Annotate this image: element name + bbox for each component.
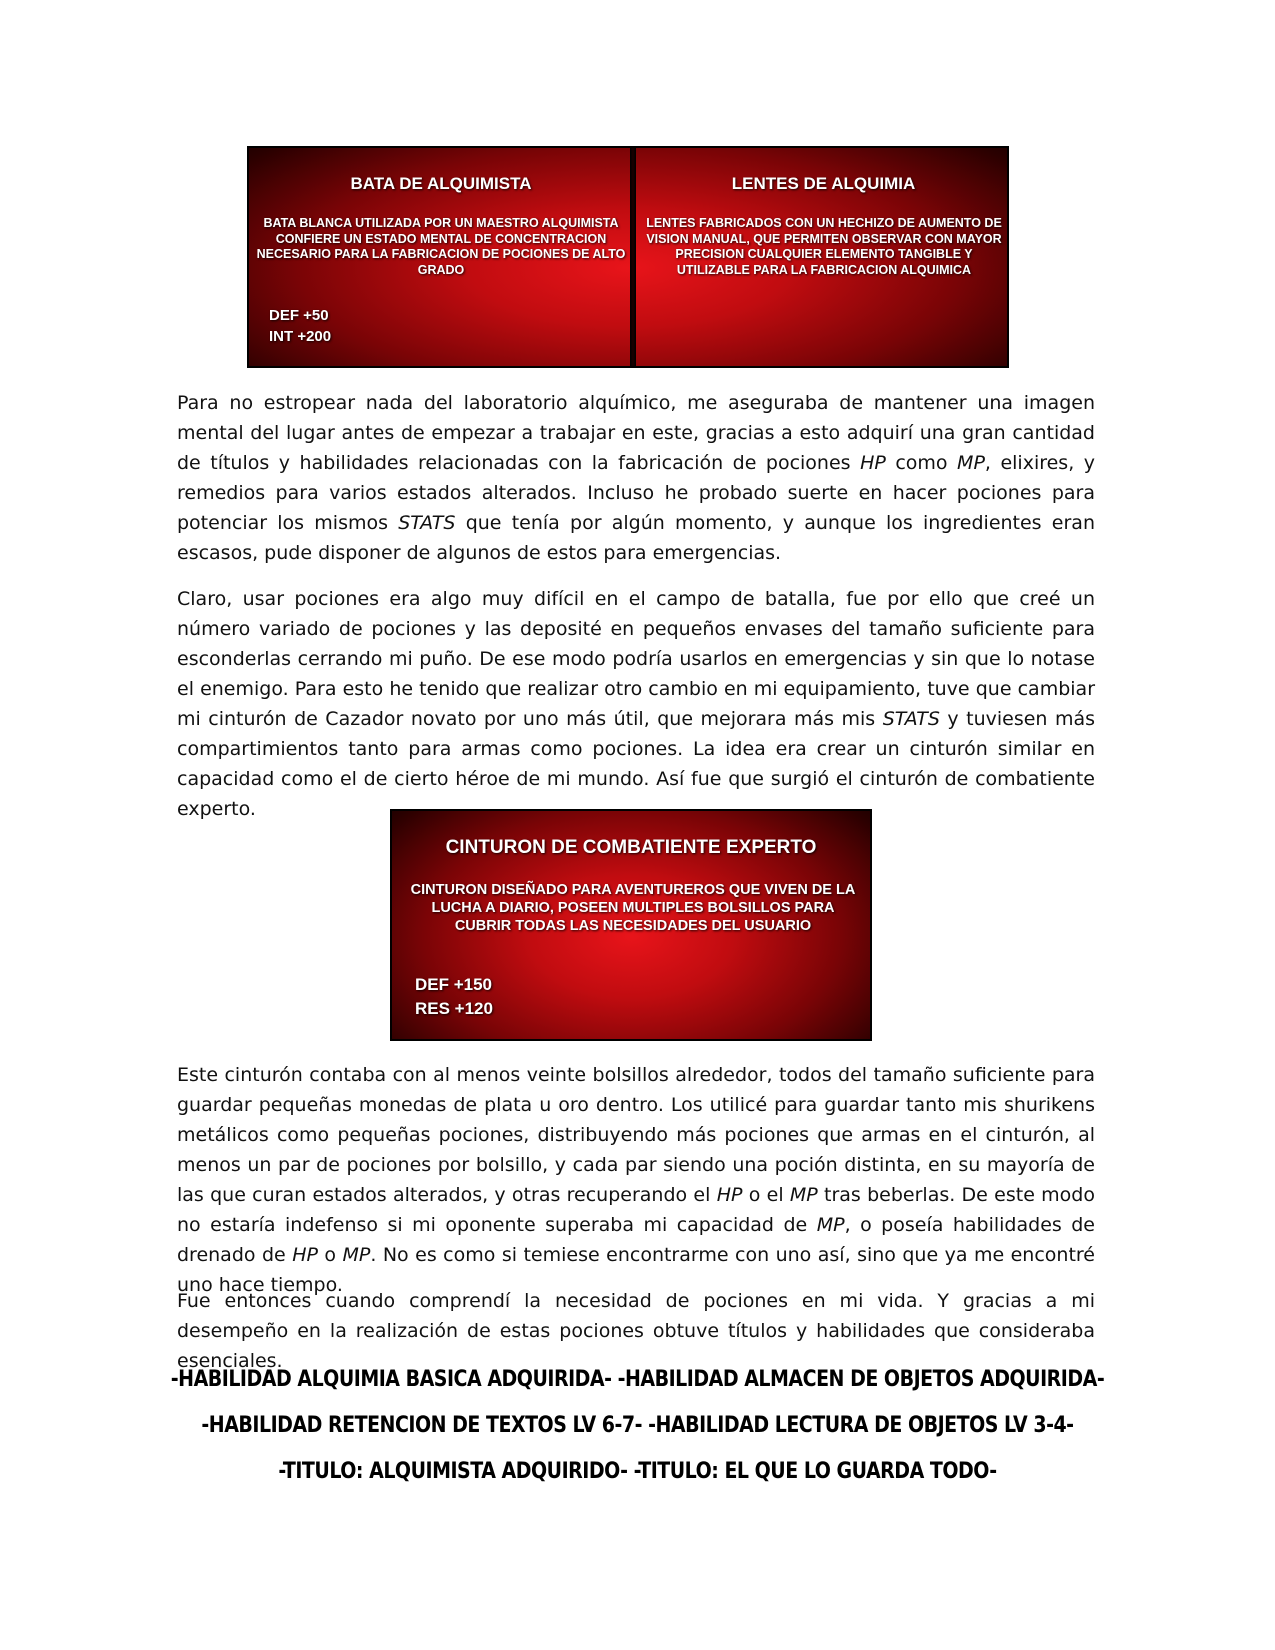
text-run: Este cinturón contaba con al menos veinte bolsillos alrededor, todos del tamaño suficiente para guardar pequeñas monedas de plata u oro dentro. Los utilicé para guardar tanto mis shurikens metálicos como pequeñas pociones, distribuyendo más pociones que armas en el cinturón, al menos un par de pociones por bolsillo, y cada par siendo una poción distinta, en su mayoría de las que curan estados alterados, y otras recuperando el (177, 1064, 1095, 1206)
announcement-line-3: -TITULO: ALQUIMISTA ADQUIRIDO- -TITULO: EL QUE LO GUARDA TODO- (278, 1458, 997, 1484)
card-bata-description: BATA BLANCA UTILIZADA POR UN MAESTRO ALQUIMISTA CONFIERE UN ESTADO MENTAL DE CONCENTRACION NECESARIO PARA LA FABRICACION DE POCIONES DE ALTO GRADO (256, 216, 626, 277)
paragraph-4-text (177, 1286, 1095, 1376)
card-bata (249, 148, 633, 366)
card-cinturon-stats (415, 973, 493, 1021)
item-card-double (247, 146, 1009, 368)
text-run: y tuviesen más compartimientos tanto para armas como pociones. La idea era crear un cinturón similar en capacidad como el de cierto héroe de mi mundo. Así fue que surgió el cinturón de combatiente experto. (177, 708, 1096, 820)
announcement-line-2: -HABILIDAD RETENCION DE TEXTOS LV 6-7- -HABILIDAD LECTURA DE OBJETOS LV 3-4- (201, 1412, 1074, 1438)
italic-term: HP (292, 1244, 318, 1266)
card-bata-stat-def: DEF +50 (269, 307, 329, 324)
card-cinturon-description: CINTURON DISEÑADO PARA AVENTUREROS QUE VIVEN DE LA LUCHA A DIARIO, POSEEN MULTIPLES BOLSILLOS PARA CUBRIR TODAS LAS NECESIDADES DEL USUARIO (410, 882, 856, 935)
card-cinturon-stat-res: RES +120 (415, 998, 493, 1018)
italic-term: MP (816, 1214, 845, 1236)
italic-term: HP (716, 1184, 743, 1206)
card-bata-stats (269, 305, 331, 347)
paragraph-2-text (177, 584, 1095, 824)
text-run: como (885, 452, 958, 474)
text-run: . No es como si temiese encontrarme con uno así, sino que ya me encontré uno hace tiempo. (177, 1244, 1095, 1296)
italic-term: MP (957, 452, 985, 474)
italic-term: MP (342, 1244, 371, 1266)
paragraph-4 (177, 1286, 1095, 1376)
card-cinturon-stat-def: DEF +150 (415, 975, 493, 994)
text-run: Claro, usar pociones era algo muy difícil en el campo de batalla, fue por ello que creé un número variado de pociones y las deposité en pequeños envases del tamaño suficiente para esconderlas cerrando mi puño. De ese modo podría usarlos en emergencias y sin que lo notase el enemigo. Para esto he tenido que realizar otro cambio en mi equipamiento, tuve que cambiar mi cinturón de Cazador novato por uno más útil, que mejorara más mis (177, 588, 1095, 730)
text-run: o (317, 1244, 343, 1266)
card-cinturon-title: CINTURON DE COMBATIENTE EXPERTO (445, 837, 817, 858)
text-run: tras beberlas. De este modo no estaría indefenso si mi oponente superaba mi capacidad de (177, 1184, 1095, 1236)
announcement-line-1: -HABILIDAD ALQUIMIA BASICA ADQUIRIDA- -HABILIDAD ALMACEN DE OBJETOS ADQUIRIDA- (170, 1366, 1105, 1392)
item-card-cinturon (390, 809, 872, 1041)
italic-term: HP (860, 452, 886, 474)
paragraph-1-text (177, 388, 1095, 568)
card-lentes-title: LENTES DE ALQUIMIA (731, 174, 916, 193)
text-run: o el (742, 1184, 790, 1206)
paragraph-1 (177, 388, 1095, 568)
text-run: , o poseía habilidades de drenado de (177, 1214, 1096, 1266)
text-run: que tenía por algún momento, y aunque los ingredientes eran escasos, pude disponer de algunos de estos para emergencias. (177, 512, 1095, 564)
card-bata-title: BATA DE ALQUIMISTA (350, 174, 532, 193)
italic-term: STATS (398, 512, 456, 534)
paragraph-3-text (177, 1060, 1095, 1300)
paragraph-2 (177, 584, 1095, 824)
text-run: Para no estropear nada del laboratorio alquímico, me aseguraba de mantener una imagen mental del lugar antes de empezar a trabajar en este, gracias a esto adquirí una gran cantidad de títulos y habilidades relacionadas con la fabricación de pociones (177, 392, 1095, 474)
text-run: , elixires, y remedios para varios estados alterados. Incluso he probado suerte en hacer pociones para potenciar los mismos (177, 452, 1095, 534)
card-bata-stat-int: INT +200 (269, 328, 332, 345)
card-lentes (636, 148, 1009, 366)
card-lentes-description: LENTES FABRICADOS CON UN HECHIZO DE AUMENTO DE VISION MANUAL, QUE PERMITEN OBSERVAR CON MAYOR PRECISION CUALQUIER ELEMENTO TANGIBLE Y UTILIZABLE PARA LA FABRICACION ALQUIMICA (646, 216, 1002, 277)
text-run: Fue entonces cuando comprendí la necesidad de pociones en mi vida. Y gracias a mi desempeño en la realización de estas pociones obtuve títulos y habilidades que consideraba esenciales. (177, 1290, 1095, 1372)
paragraph-3 (177, 1060, 1095, 1300)
italic-term: MP (789, 1184, 818, 1206)
italic-term: STATS (882, 708, 940, 730)
